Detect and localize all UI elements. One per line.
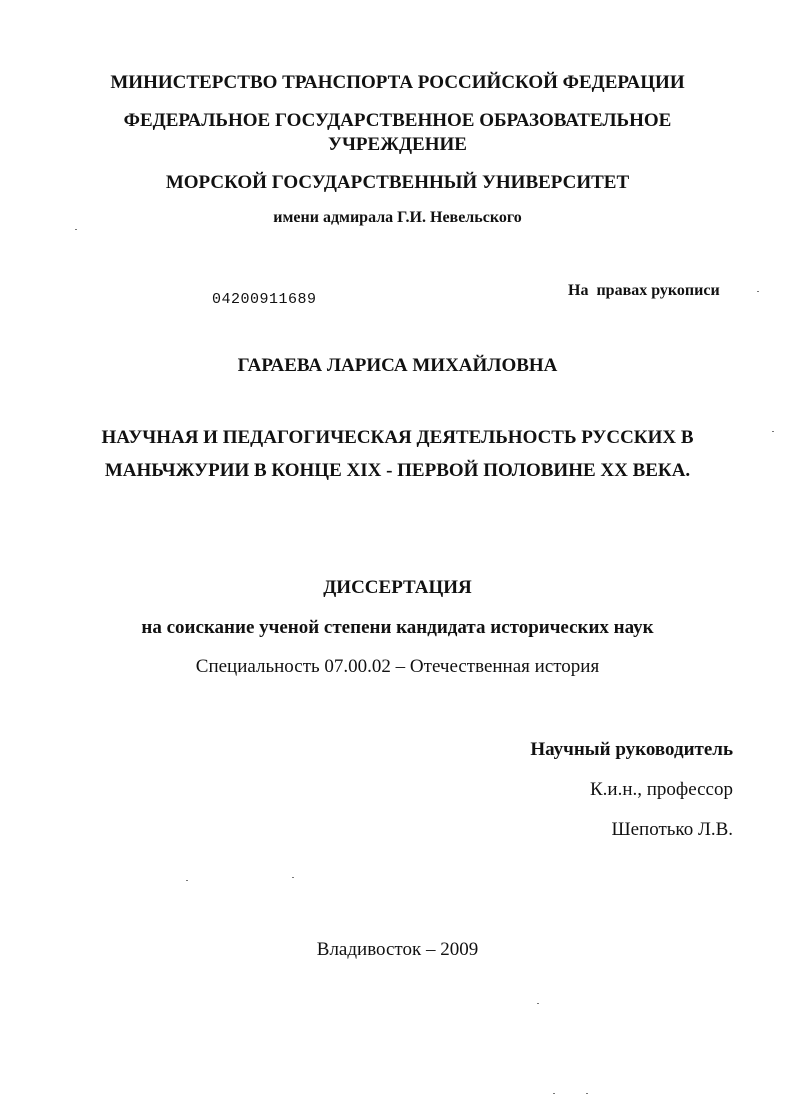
supervisor-rank: К.и.н., профессор — [589, 779, 733, 800]
title-line2: МАНЬЧЖУРИИ В КОНЦЕ XIX - ПЕРВОЙ ПОЛОВИНЕ XX ВЕКА. — [104, 460, 691, 481]
scan-speck — [772, 431, 774, 432]
ministry-heading: МИНИСТЕРСТВО ТРАНСПОРТА РОССИЙСКОЙ ФЕДЕРАЦИИ — [110, 72, 685, 93]
supervisor-label: Научный руководитель — [530, 739, 733, 760]
dissertation-label: ДИССЕРТАЦИЯ — [323, 577, 472, 598]
city-year: Владивосток – 2009 — [316, 939, 479, 960]
scan-speck — [757, 291, 759, 292]
supervisor-name: Шепотько Л.В. — [611, 819, 733, 840]
scan-speck — [537, 1003, 539, 1004]
university-heading: МОРСКОЙ ГОСУДАРСТВЕННЫЙ УНИВЕРСИТЕТ — [165, 172, 630, 193]
scan-speck — [553, 1093, 555, 1094]
institution-heading-line2: УЧРЕЖДЕНИЕ — [328, 134, 467, 155]
scan-speck — [292, 877, 294, 878]
author-name: ГАРАЕВА ЛАРИСА МИХАЙЛОВНА — [237, 355, 558, 376]
catalog-number: 04200911689 — [212, 291, 317, 308]
scan-speck — [75, 229, 77, 230]
specialty-line: Специальность 07.00.02 – Отечественная история — [195, 656, 600, 677]
rights-note: На правах рукописи — [568, 282, 720, 299]
scan-speck — [586, 1093, 588, 1094]
institution-heading-line1: ФЕДЕРАЛЬНОЕ ГОСУДАРСТВЕННОЕ ОБРАЗОВАТЕЛЬНОЕ — [123, 110, 672, 131]
named-after: имени адмирала Г.И. Невельского — [273, 209, 522, 226]
scan-speck — [186, 880, 188, 881]
degree-line: на соискание ученой степени кандидата исторических наук — [141, 617, 654, 638]
title-line1: НАУЧНАЯ И ПЕДАГОГИЧЕСКАЯ ДЕЯТЕЛЬНОСТЬ РУССКИХ В — [101, 427, 694, 448]
